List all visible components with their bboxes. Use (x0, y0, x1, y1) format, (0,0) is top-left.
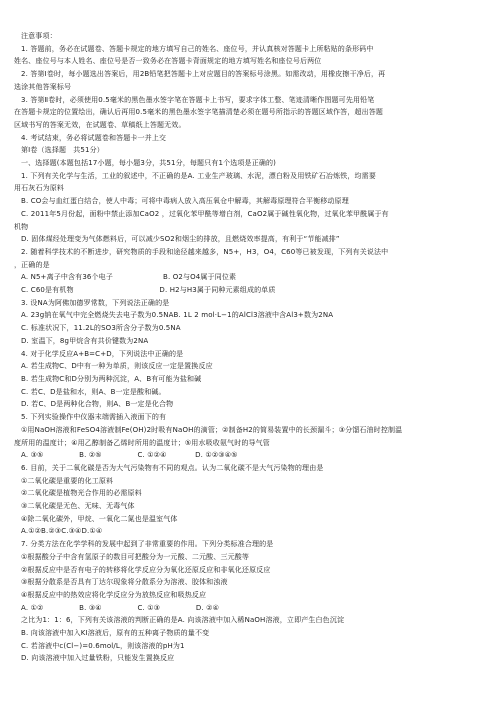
text-line: ④除二氧化碳外，甲烷、一氧化二氮也是温室气体 (21, 514, 178, 523)
text-line: A. ①② B. ③④ C. ①③ D. ②④ (21, 603, 219, 612)
text-line: 第Ⅰ卷（选择题 共51分） (21, 146, 104, 155)
text-line: ②根据反应中是否有电子的转移将化学反应分为氧化还原反应和非氧化还原反应 (21, 565, 271, 574)
text-line: 1. 答题前，务必在试题卷、答题卡规定的地方填写自己的姓名、座位号，并认真核对答题卡上所粘贴的条形码中 (21, 44, 374, 53)
text-line: 用石灰石为原料 (14, 184, 65, 193)
text-line: ④根据反应中的热效应将化学反应分为放热反应和吸热反应 (21, 590, 207, 599)
text-line: 1. 下列有关化学与生活，工业的叙述中，不正确的是A. 工业生产玻璃、水泥，漂白粉及用铁矿石冶炼铁，均需要 (21, 171, 376, 180)
text-line: 度所用的温度计；④用乙醇制备乙烯时所用的温度计；⑤用水吸收氨气时的导气管 (14, 438, 270, 447)
text-line: 在答题卡规定的位置绘出，确认后再用0.5毫米的黑色墨水签字笔描清楚必须在题号所指示的答题区域作答，超出答题 (14, 108, 384, 117)
text-line: D. 若C、D是两种化合物，则A、B一定是化合物 (21, 400, 174, 409)
text-line: 7. 分类方法在化学学科的发展中起到了非常重要的作用。下列分类标准合理的是 (21, 540, 274, 549)
text-line: 3. 答第Ⅱ卷时，必须使用0.5毫米的黑色墨水签字笔在答题卡上书写，要求字体工整、笔迹清晰作图题可先用铅笔 (21, 95, 375, 104)
text-line: A. 若生成物C、D中有一种为单质，则该反应一定是置换反应 (21, 362, 213, 371)
text-line: 5. 下列实验操作中仪器末端需插入液面下的有 (21, 413, 167, 422)
text-line: 4. 对于化学反应A+B=C+D，下列说法中正确的是 (21, 349, 184, 358)
text-line: C. 标准状况下，11.2L的SO3所含分子数为0.5NA (21, 324, 181, 333)
text-line: C. 2011年5月份起，面粉中禁止添加CaO2 ，过氧化苯甲酰等增白剂，CaO2属于碱性氧化物，过氧化苯甲酰属于有 (21, 209, 389, 218)
text-line: 选涂其他答案标号 (14, 82, 72, 91)
text-line: 3. 设NA为阿佛加德罗常数，下列说法正确的是 (21, 298, 170, 307)
text-line: C. 若C、D是盐和水，则A、B一定是酸和碱。 (21, 387, 166, 396)
text-line: ③二氧化碳是无色、无味、无毒气体 (21, 502, 135, 511)
text-line: ②二氧化碳是植物光合作用的必需原料 (21, 489, 142, 498)
text-line: 之比为1：1：6，下列有关该溶液的判断正确的是A. 向该溶液中加入稀NaOH溶液，立即产生白色沉淀 (21, 616, 345, 625)
text-line: D. 固体煤经处理变为气体燃料后，可以减少SO2和烟尘的排放，且燃烧效率提高，有利于“节能减排” (21, 235, 340, 244)
text-line: D. 室温下，8g甲烷含有共价键数为2NA (21, 336, 149, 345)
text-line: 2. 答第Ⅰ卷时，每小题选出答案后，用2B铅笔把答题卡上对应题目的答案标号涂黑。如需改动，用橡皮擦干净后，再 (21, 70, 386, 79)
text-line: ，正确的是 (14, 260, 50, 269)
text-line: B. CO会与血红蛋白结合，使人中毒；可将中毒病人放入高压氧仓中解毒，其解毒原理符合平衡移动原理 (21, 197, 349, 206)
text-line: ①用NaOH溶液和FeSO4溶液制Fe(OH)2时吸有NaOH的滴管；②制备H2的简易装置中的长颈漏斗；③分馏石油时控制温 (21, 425, 403, 434)
text-line: B. 若生成物C和D分别为两种沉淀，A、B有可能为盐和碱 (21, 374, 202, 383)
text-line: A. 23g钠在氧气中完全燃烧失去电子数为0.5NAB. 1L 2 mol·L−1的AlCl3溶液中含Al3+数为2NA (21, 311, 334, 320)
text-line: ③根据分散系是否具有丁达尔现象将分散系分为溶液、胶体和浊液 (21, 578, 228, 587)
text-line: 姓名、座位号与本人姓名、座位号是否一致务必在答题卡背面规定的地方填写姓名和座位号后两位 (14, 57, 322, 66)
text-line: 一、选择题(本题包括17小题，每小题3分，共51分，每题只有1个选项是正确的) (21, 159, 277, 168)
text-line: A. ③⑤ B. ②⑤ C. ①②④ D. ①②③④⑤ (21, 451, 238, 460)
text-line: A.①②B.②③C.③④D.①④ (21, 527, 103, 536)
text-line: 区域书写的答案无效，在试题卷、草稿纸上答题无效。 (14, 120, 186, 129)
text-line: 6. 目前，关于二氧化碳是否为大气污染物有不同的观点。认为二氧化碳不是大气污染物的理由是 (21, 463, 324, 472)
text-line: ①二氧化碳是重要的化工原料 (21, 476, 114, 485)
text-line: 注意事项： (21, 32, 57, 40)
text-line: 2. 随着科学技术的不断进步，研究物质的手段和途径越来越多，N5+，H3，O4，C60等已被发现，下列有关说法中 (21, 247, 389, 256)
text-line: ①根据酸分子中含有氢原子的数目可把酸分为一元酸、二元酸、三元酸等 (21, 552, 250, 561)
text-line: 机物 (14, 222, 29, 231)
text-line: C. C60是有机物 D. H2与H3属于同种元素组成的单质 (21, 286, 276, 295)
text-line: C. 若溶液中c(Cl−)=0.6mol/L，则该溶液的pH为1 (21, 641, 185, 650)
text-line: 4. 考试结束，务必将试题卷和答题卡一并上交 (21, 133, 167, 142)
text-line: A. N5+离子中含有36个电子 B. O2与O4属于同位素 (21, 273, 237, 282)
text-line: B. 向该溶液中加入KI溶液后，原有的五种离子物质的量不变 (21, 629, 210, 638)
text-line: D. 向该溶液中加入过量铁粉，只能发生置换反应 (21, 654, 175, 663)
